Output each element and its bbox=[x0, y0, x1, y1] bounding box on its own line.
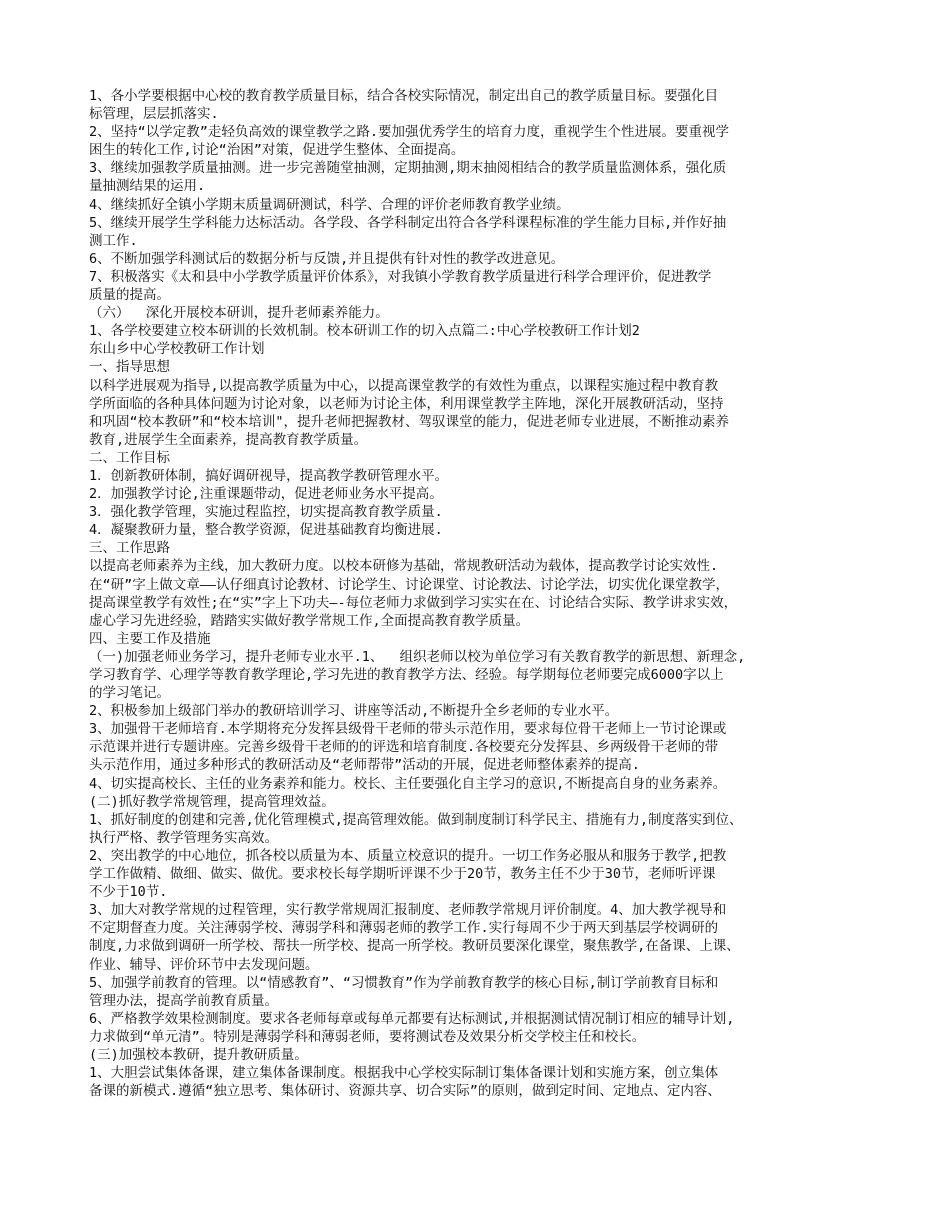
text-line: 作业、辅导、评价环节中去发现问题。 bbox=[89, 956, 319, 973]
text-line: 东山乡中心学校教研工作计划 bbox=[89, 341, 265, 358]
text-line: 2、突出教学的中心地位，抓各校以质量为本、质量立校意识的提升。一切工作务必服从和服务于教学,把教 bbox=[89, 847, 727, 864]
text-line: 不定期督查力度。关注薄弱学校、薄弱学科和薄弱老师的教学工作.实行每周不少于两天到基层学校调研的 bbox=[89, 920, 719, 937]
text-line: 7、积极落实《太和县中小学教学质量评价体系》，对我镇小学教育教学质量进行科学合理评价，促进教学 bbox=[89, 268, 712, 285]
text-line: 4、切实提高校长、主任的业务素养和能力。校长、主任要强化自主学习的意识,不断提高自身的业务素养。 bbox=[89, 775, 727, 792]
text-line: 2、坚持“以学定教”走轻负高效的课堂教学之路.要加强优秀学生的培育力度，重视学生个性进展。要重视学 bbox=[89, 124, 730, 141]
text-line: 困生的转化工作,讨论“治困”对策，促进学生整体、全面提高。 bbox=[89, 142, 465, 159]
text-line: 2、积极参加上级部门举办的教研培训学习、讲座等活动,不断提升全乡老师的专业水平。 bbox=[89, 703, 619, 720]
text-line: 测工作. bbox=[89, 232, 138, 249]
text-line: 量抽测结果的运用. bbox=[89, 178, 206, 195]
text-line: 1、各学校要建立校本研训的长效机制。校本研训工作的切入点篇二:中心学校教研工作计划2 bbox=[89, 323, 640, 340]
text-line: 在“研”字上做文章——认仔细真讨论教材、讨论学生、讨论课堂、讨论教法、讨论学法，切实优化课堂教学， bbox=[89, 576, 730, 593]
text-line: 5、加强学前教育的管理。以“情感教育”、“习惯教育”作为学前教育教学的核心目标,制订学前教育目标和 bbox=[89, 974, 719, 991]
text-line: 3．强化教学管理，实施过程监控，切实提高教育教学质量. bbox=[89, 504, 443, 521]
text-line: （一)加强老师业务学习，提升老师专业水平.1、 组织老师以校为单位学习有关教育教学的新思想、新理念, bbox=[89, 648, 746, 665]
text-line: 不少于10节. bbox=[89, 884, 168, 901]
text-line: 标管理，层层抓落实. bbox=[89, 106, 219, 123]
text-line: 质量的提高。 bbox=[89, 287, 170, 304]
text-line: 1、大胆尝试集体备课，建立集体备课制度。根据我中心学校实际制订集体备课计划和实施方案，创立集体 bbox=[89, 1065, 719, 1082]
text-line: 4、继续抓好全镇小学期末质量调研测试，科学、合理的评价老师教育教学业绩。 bbox=[89, 196, 570, 213]
text-line: (三)加强校本教研，提升教研质量。 bbox=[89, 1046, 308, 1063]
text-line: 示范课并进行专题讲座。完善乡级骨干老师的的评选和培育制度.各校要充分发挥县、乡两级骨干老师的带 bbox=[89, 739, 719, 756]
text-line: 5、继续开展学生学科能力达标活动。各学段、各学科制定出符合各学科课程标准的学生能力目标,并作好抽 bbox=[89, 214, 727, 231]
text-line: 头示范作用，通过多种形式的教研活动及“老师帮带”活动的开展，促进老师整体素养的提高. bbox=[89, 757, 640, 774]
text-line: 和巩固“校本教研”和“校本培训"，提升老师把握教材、驾驭课堂的能力，促进老师专业进展，不断推动素养 bbox=[89, 413, 730, 430]
text-line: 6、不断加强学科测试后的数据分析与反馈,并且提供有针对性的教学改进意见。 bbox=[89, 250, 565, 267]
text-line: 1、抓好制度的创建和完善,优化管理模式,提高管理效能。做到制度制订科学民主、措施有力,制度落实到位、 bbox=[89, 811, 743, 828]
text-line: 二、工作目标 bbox=[89, 449, 170, 466]
text-line: 三、工作思路 bbox=[89, 540, 170, 557]
text-line: 教育,进展学生全面素养，提高教育教学质量。 bbox=[89, 431, 368, 448]
text-line: 制度,力求做到调研一所学校、帮扶一所学校、提高一所学校。教研员要深化课堂，聚焦教学,在备课、上课、 bbox=[89, 938, 740, 955]
text-line: 3、加强骨干老师培育.本学期将充分发挥县级骨干老师的带头示范作用，要求每位骨干老师上一节讨论课或 bbox=[89, 721, 727, 738]
text-line: 力求做到“单元清”。特别是薄弱学科和薄弱老师，要将测试卷及效果分析交学校主任和校长。 bbox=[89, 1028, 646, 1045]
document-body bbox=[89, 87, 864, 1100]
text-line: 6、严格教学效果检测制度。要求各老师每章或每单元都要有达标测试,并根据测试情况制订相应的辅导计划, bbox=[89, 1010, 735, 1027]
text-line: 学习教育学、心理学等教育教学理论,学习先进的教育教学方法、经验。每学期每位老师要完成6000字以上 bbox=[89, 667, 724, 683]
text-line: 虚心学习先进经验，踏踏实实做好教学常规工作,全面提高教育教学质量。 bbox=[89, 612, 530, 629]
text-line: 一、指导思想 bbox=[89, 359, 170, 376]
text-line: 提高课堂教学有效性;在“实”字上下功夫—-每位老师力求做到学习实实在在、讨论结合实际、教学讲求实效， bbox=[89, 594, 738, 611]
text-line: (二)抓好教学常规管理，提高管理效益。 bbox=[89, 793, 335, 810]
text-line: 1、各小学要根据中心校的教育教学质量目标，结合各校实际情况，制定出自己的教学质量目标。要强化目 bbox=[89, 88, 719, 104]
text-line: 学工作做精、做细、做实、做优。要求校长每学期听评课不少于20节，教务主任不少于30节，老师听评课 bbox=[89, 866, 716, 883]
text-line: 学所面临的各种具体问题为讨论对象，以老师为讨论主体，利用课堂教学主阵地，深化开展教研活动，坚持 bbox=[89, 395, 724, 412]
text-line: 以提高老师素养为主线，加大教研力度。以校本研修为基础，常规教研活动为载体，提高教学讨论实效性. bbox=[89, 558, 719, 575]
text-line: 执行严格、教学管理务实高效。 bbox=[89, 829, 278, 846]
text-line: 3、继续加强教学质量抽测。进一步完善随堂抽测，定期抽测,期末抽阅相结合的教学质量监测体系，强化质 bbox=[89, 160, 727, 177]
text-line: 以科学进展观为指导,以提高教学质量为中心，以提高课堂教学的有效性为重点，以课程实施过程中教育教 bbox=[89, 377, 719, 394]
text-line: 备课的新模式.遵循“独立思考、集体研讨、资源共享、切合实际”的原则，做到定时间、定地点、定内容、 bbox=[89, 1083, 721, 1100]
text-line: （六） 深化开展校本研训，提升老师素养能力。 bbox=[89, 305, 389, 322]
text-line: 4．凝聚教研力量，整合教学资源，促进基础教育均衡进展. bbox=[89, 522, 443, 539]
text-line: 管理办法，提高学前教育质量。 bbox=[89, 992, 278, 1009]
text-line: 四、主要工作及措施 bbox=[89, 630, 211, 647]
text-line: 的学习笔记。 bbox=[89, 685, 170, 702]
text-line: 3、加大对教学常规的过程管理，实行教学常规周汇报制度、老师教学常规月评价制度。4、加大教学视导和 bbox=[89, 902, 727, 919]
text-line: 2．加强教学讨论,注重课题带动，促进老师业务水平提高。 bbox=[89, 486, 443, 503]
text-line: 1．创新教研体制，搞好调研视导，提高教学教研管理水平。 bbox=[89, 467, 449, 484]
